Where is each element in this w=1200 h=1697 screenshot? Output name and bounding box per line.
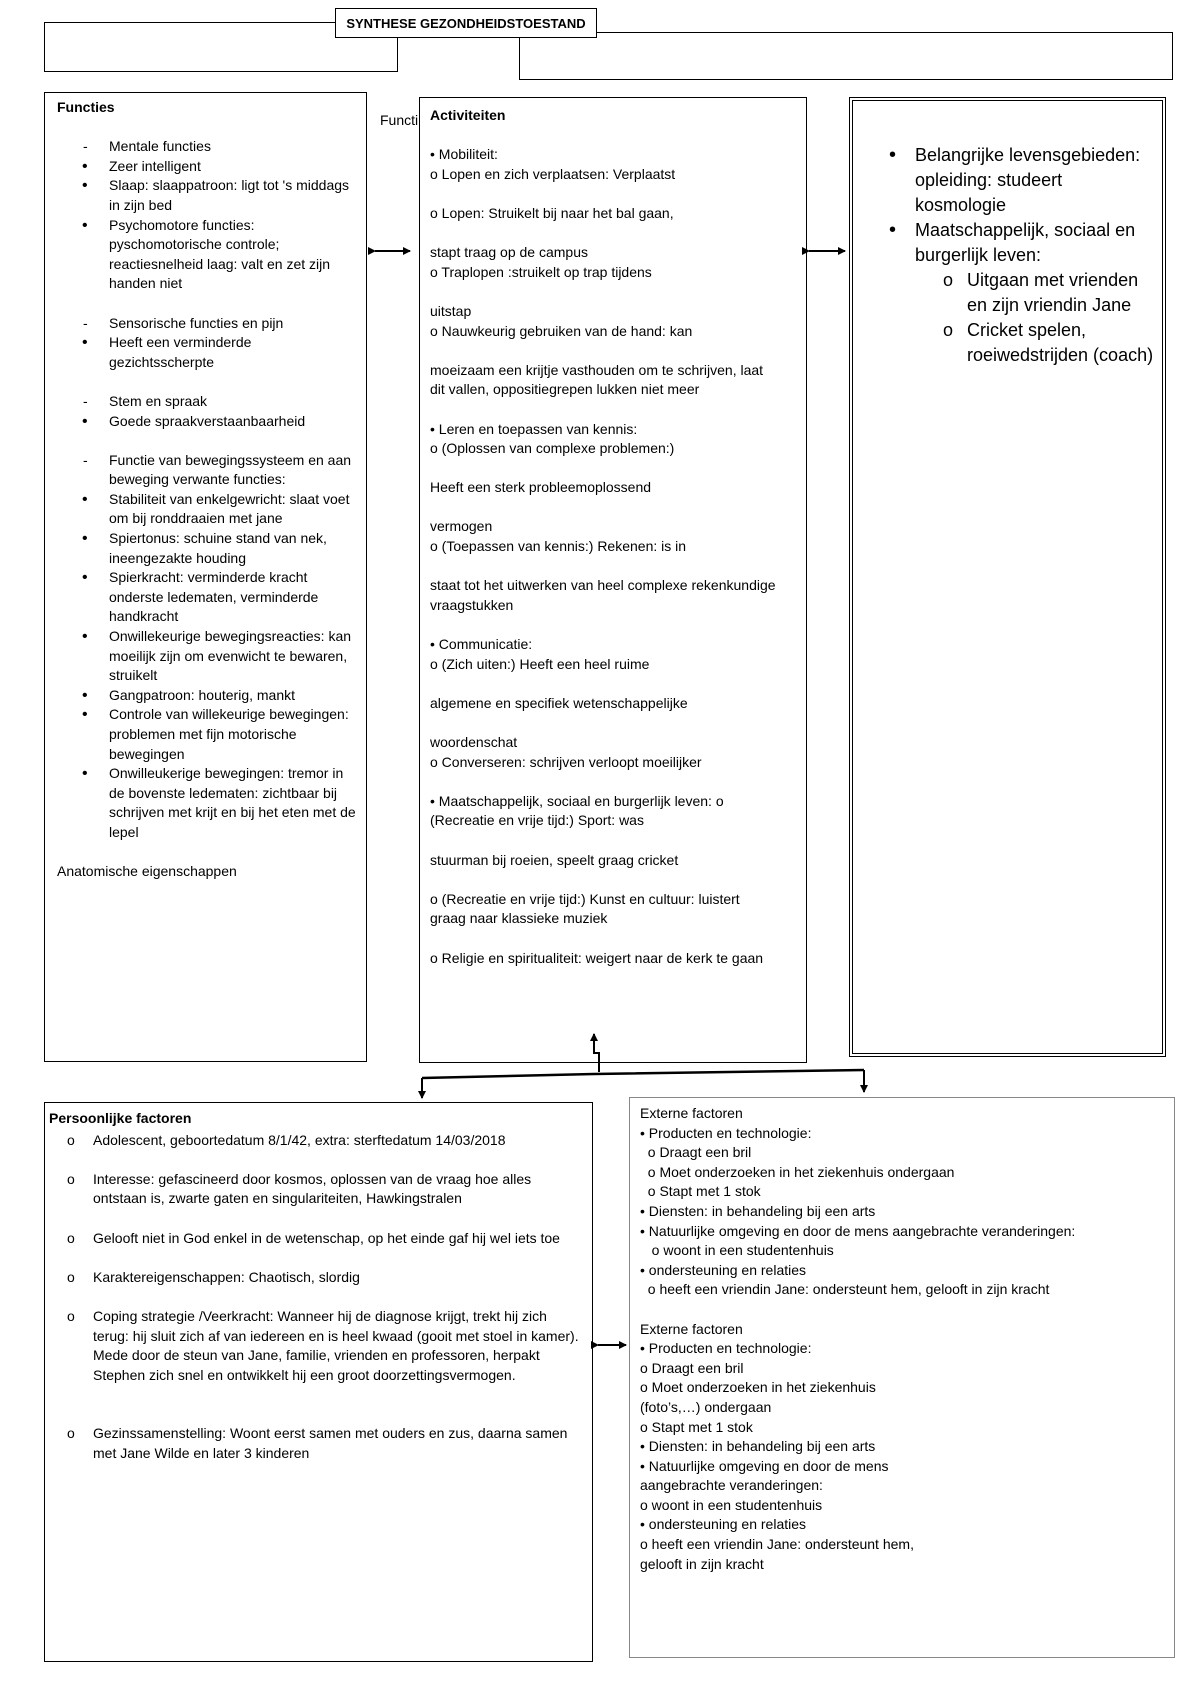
functie-category: - Functie van bewegingssysteem en aan beweging verwante functies: xyxy=(57,451,356,490)
participatie-list xyxy=(853,143,1156,368)
externe-line: o Moet onderzoeken in het ziekenhuis ondergaan xyxy=(640,1163,955,1180)
externe-line: • Diensten: in behandeling bij een arts xyxy=(640,1202,876,1219)
functie-item: • Psychomotore functies: pyschomotorische controle; reactiesnelheid laag: valt en zet zijn handen niet xyxy=(57,216,356,294)
participatie-item: • Maatschappelijk, sociaal en burgerlijk leven: xyxy=(853,218,1156,268)
externe-content xyxy=(640,1104,1166,1574)
externe-line: o Stapt met 1 stok xyxy=(640,1183,761,1200)
activiteit-line: vraagstukken xyxy=(430,596,514,613)
activiteit-line: dit vallen, oppositiegrepen lukken niet meer xyxy=(430,381,700,398)
externe-line: • ondersteuning en relaties xyxy=(640,1516,807,1533)
functies-box xyxy=(44,92,367,1062)
functie-item: • Spiertonus: schuine stand van nek, ineengezakte houding xyxy=(57,529,356,568)
activiteit-line: o Lopen: Struikelt bij naar het bal gaan, xyxy=(430,204,674,221)
activiteit-line: moeizaam een krijtje vasthouden om te schrijven, laat xyxy=(430,361,764,378)
activiteit-line: o (Zich uiten:) Heeft een heel ruime xyxy=(430,655,650,672)
externe-line: o Stapt met 1 stok xyxy=(640,1418,753,1435)
externe-line: aangebrachte veranderingen: xyxy=(640,1477,823,1494)
participatie-item: o Cricket spelen, roeiwedstrijden (coach) xyxy=(853,318,1156,368)
externe-line: o heeft een vriendin Jane: ondersteunt hem, xyxy=(640,1536,914,1553)
externe-line: • Natuurlijke omgeving en door de mens aangebrachte veranderingen: xyxy=(640,1222,1076,1239)
persoonlijke-item: o Gezinssamenstelling: Woont eerst samen met ouders en zus, daarna samen met Jane Wilde en later 3 kinderen xyxy=(49,1424,584,1463)
functies-list xyxy=(57,137,356,842)
activiteit-line: vermogen xyxy=(430,518,493,535)
functie-item: • Spierkracht: verminderde kracht onderste ledematen, verminderde handkracht xyxy=(57,568,356,627)
spacer xyxy=(430,282,798,302)
spacer xyxy=(430,674,798,694)
functie-item: • Stabiliteit van enkelgewricht: slaat voet om bij ronddraaien met jane xyxy=(57,490,356,529)
functie-item: • Onwillekeurige bewegingsreacties: kan moeilijk zijn om evenwicht te bewaren, struikelt xyxy=(57,627,356,686)
activiteiten-content xyxy=(430,145,798,968)
externe-line: o heeft een vriendin Jane: ondersteunt hem, gelooft in zijn kracht xyxy=(640,1281,1050,1298)
header-right-box xyxy=(519,32,1173,80)
activiteit-line: o Religie en spiritualiteit: weigert naar de kerk te gaan xyxy=(430,949,764,966)
externe-line: • Producten en technologie: xyxy=(640,1124,812,1141)
functie-item: • Slaap: slaappatroon: ligt tot 's middags in zijn bed xyxy=(57,176,356,215)
spacer xyxy=(430,224,798,244)
activiteit-line: stapt traag op de campus xyxy=(430,244,588,261)
stray-label: Functi xyxy=(380,112,419,128)
functies-footer: Anatomische eigenschappen xyxy=(57,863,237,880)
functie-item: • Goede spraakverstaanbaarheid xyxy=(57,412,356,432)
spacer xyxy=(430,772,798,792)
functie-item: • Zeer intelligent xyxy=(57,157,356,177)
externe-line: Externe factoren xyxy=(640,1105,743,1121)
externe-line: o Draagt een bril xyxy=(640,1359,744,1376)
persoonlijke-item: o Karaktereigenschappen: Chaotisch, slordig xyxy=(49,1268,584,1288)
externe-line: o Moet onderzoeken in het ziekenhuis xyxy=(640,1379,876,1396)
functie-category: - Sensorische functies en pijn xyxy=(57,314,356,334)
externe-line: (foto’s,…) ondergaan xyxy=(640,1398,772,1415)
externe-line: o Draagt een bril xyxy=(640,1144,752,1161)
externe-line: • Diensten: in behandeling bij een arts xyxy=(640,1438,876,1455)
persoonlijke-heading: Persoonlijke factoren xyxy=(49,1110,192,1126)
spacer xyxy=(430,341,798,361)
arrow-split-line xyxy=(422,1070,864,1078)
persoonlijke-item: o Gelooft niet in God enkel in de wetenschap, op het einde gaf hij wel iets toe xyxy=(49,1229,584,1249)
spacer xyxy=(430,184,798,204)
activiteiten-box xyxy=(419,97,807,1063)
persoonlijke-item: o Coping strategie /Veerkracht: Wanneer hij de diagnose krijgt, trekt hij zich terug: hij sluit zich af van iedereen en is heel kwaad (gooit met stoel in kamer). Mede door de steun van Jane, familie, vrienden en professoren, herpakt Stephen zich snel en ontwikkelt hij een groot doorzettingsvermogen. xyxy=(49,1307,584,1385)
persoonlijke-factoren-box xyxy=(44,1102,593,1662)
participatie-item: o Uitgaan met vrienden en zijn vriendin Jane xyxy=(853,268,1156,318)
spacer xyxy=(430,929,798,949)
activiteit-line: • Leren en toepassen van kennis: xyxy=(430,420,638,437)
activiteit-line: o (Toepassen van kennis:) Rekenen: is in xyxy=(430,538,687,555)
activiteit-line: stuurman bij roeien, speelt graag cricket xyxy=(430,851,679,868)
externe-line: o woont in een studentenhuis xyxy=(640,1496,823,1513)
spacer xyxy=(430,713,798,733)
externe-line: • Producten en technologie: xyxy=(640,1340,812,1357)
spacer xyxy=(430,870,798,890)
activiteit-line: woordenschat xyxy=(430,734,518,750)
activiteit-line: staat tot het uitwerken van heel complexe rekenkundige xyxy=(430,577,776,594)
functie-item: • Controle van willekeurige bewegingen: problemen met fijn motorische bewegingen xyxy=(57,705,356,764)
persoonlijke-list xyxy=(49,1131,584,1464)
spacer xyxy=(430,557,798,577)
persoonlijke-item: o Adolescent, geboortedatum 8/1/42, extra: sterftedatum 14/03/2018 xyxy=(49,1131,584,1151)
externe-line: gelooft in zijn kracht xyxy=(640,1555,764,1572)
activiteit-line: o Traplopen :struikelt op trap tijdens xyxy=(430,263,652,280)
activiteit-line: • Communicatie: xyxy=(430,636,533,653)
activiteit-line: o Converseren: schrijven verloopt moeilijker xyxy=(430,753,702,770)
activiteit-line: • Maatschappelijk, sociaal en burgerlijk leven: o xyxy=(430,792,724,809)
functies-heading: Functies xyxy=(57,99,115,115)
functie-item: • Gangpatroon: houterig, mankt xyxy=(57,686,356,706)
functie-item: • Heeft een verminderde gezichtsscherpte xyxy=(57,333,356,372)
activiteit-line: o Lopen en zich verplaatsen: Verplaatst xyxy=(430,165,676,182)
functie-category: - Mentale functies xyxy=(57,137,356,157)
externe-line: • Natuurlijke omgeving en door de mens xyxy=(640,1457,889,1474)
activiteit-line: (Recreatie en vrije tijd:) Sport: was xyxy=(430,812,644,829)
externe-line: o woont in een studentenhuis xyxy=(640,1242,834,1259)
spacer xyxy=(430,498,798,518)
spacer xyxy=(430,400,798,420)
spacer xyxy=(430,459,798,479)
externe-factoren-box xyxy=(629,1097,1175,1658)
activiteit-line: • Mobiliteit: xyxy=(430,146,498,163)
spacer xyxy=(640,1300,1166,1320)
functie-category: - Stem en spraak xyxy=(57,392,356,412)
activiteit-line: algemene en specifiek wetenschappelijke xyxy=(430,694,688,711)
activiteiten-heading: Activiteiten xyxy=(430,107,506,123)
spacer xyxy=(57,294,356,314)
activiteit-line: graag naar klassieke muziek xyxy=(430,910,608,927)
externe-line: Externe factoren xyxy=(640,1320,743,1337)
activiteit-line: o Nauwkeurig gebruiken van de hand: kan xyxy=(430,322,693,339)
functie-item: • Onwilleukerige bewegingen: tremor in de bovenste ledematen: zichtbaar bij schrijven met krijt en bij het eten met de lepel xyxy=(57,764,356,842)
activiteit-line: Heeft een sterk probleemoplossend xyxy=(430,479,652,496)
spacer xyxy=(430,831,798,851)
page-title: SYNTHESE GEZONDHEIDSTOESTAND xyxy=(335,8,597,38)
activiteit-line: uitstap xyxy=(430,302,472,319)
participatie-box xyxy=(852,100,1163,1054)
participatie-item: • Belangrijke levensgebieden: opleiding: studeert kosmologie xyxy=(853,143,1156,218)
activiteit-line: o (Recreatie en vrije tijd:) Kunst en cultuur: luistert xyxy=(430,890,740,907)
spacer xyxy=(57,431,356,451)
spacer xyxy=(57,372,356,392)
externe-line: • ondersteuning en relaties xyxy=(640,1261,807,1278)
spacer xyxy=(430,615,798,635)
activiteit-line: o (Oplossen van complexe problemen:) xyxy=(430,440,675,457)
persoonlijke-item: o Interesse: gefascineerd door kosmos, oplossen van de vraag hoe alles ontstaan is, zwarte gaten en singulariteiten, Hawkingstralen xyxy=(49,1170,584,1209)
